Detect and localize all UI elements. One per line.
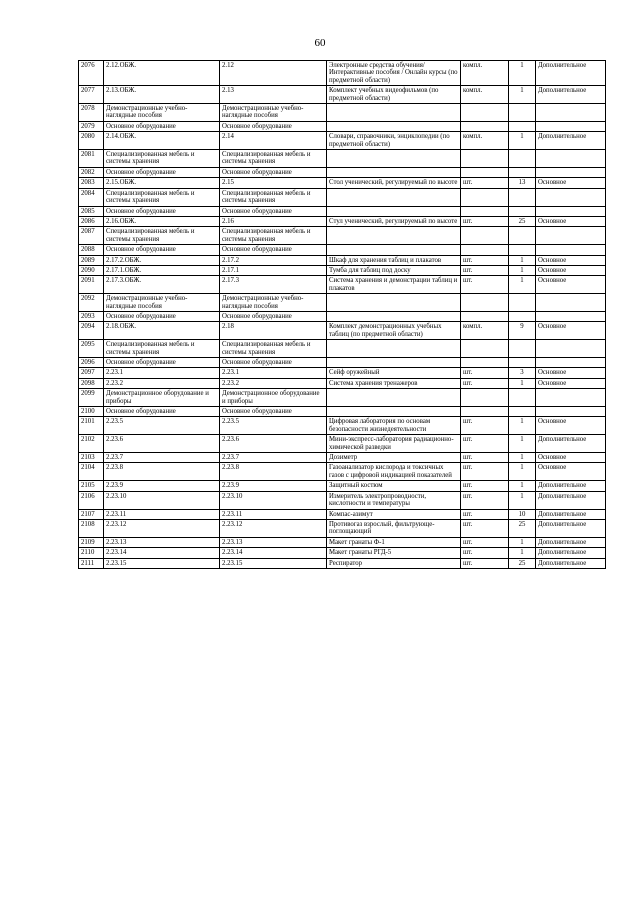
row-number-cell: 2091 bbox=[79, 276, 104, 294]
code-cell: 2.13.ОБЖ. bbox=[104, 86, 220, 104]
reference-cell: Основное оборудование bbox=[220, 245, 327, 255]
unit-cell: шт. bbox=[461, 519, 509, 537]
table-row bbox=[79, 276, 606, 294]
reference-cell: 2.23.1 bbox=[220, 368, 327, 378]
reference-cell: Демонстрационные учебно-наглядные пособия bbox=[220, 104, 327, 122]
item-name-cell: Стул ученический, регулируемый по высоте bbox=[327, 216, 461, 226]
row-number-cell: 2084 bbox=[79, 188, 104, 206]
unit-cell bbox=[461, 121, 509, 131]
reference-cell: Специализированная мебель и системы хранения bbox=[220, 150, 327, 168]
table-row bbox=[79, 86, 606, 104]
table-row bbox=[79, 255, 606, 265]
code-cell: 2.17.1.ОБЖ. bbox=[104, 265, 220, 275]
table-row bbox=[79, 311, 606, 321]
quantity-cell: 25 bbox=[509, 216, 536, 226]
table-row bbox=[79, 548, 606, 558]
equipment-type-cell: Основное bbox=[536, 463, 606, 481]
quantity-cell bbox=[509, 340, 536, 358]
equipment-table bbox=[78, 60, 606, 569]
equipment-type-cell: Дополнительное bbox=[536, 132, 606, 150]
equipment-type-cell: Основное bbox=[536, 378, 606, 388]
row-number-cell: 2099 bbox=[79, 389, 104, 407]
quantity-cell: 1 bbox=[509, 378, 536, 388]
row-number-cell: 2104 bbox=[79, 463, 104, 481]
code-cell: 2.17.3.ОБЖ. bbox=[104, 276, 220, 294]
reference-cell: 2.23.6 bbox=[220, 435, 327, 453]
unit-cell bbox=[461, 150, 509, 168]
equipment-type-cell: Основное bbox=[536, 368, 606, 378]
reference-cell: 2.23.8 bbox=[220, 463, 327, 481]
reference-cell: 2.14 bbox=[220, 132, 327, 150]
code-cell: 2.23.7 bbox=[104, 453, 220, 463]
quantity-cell bbox=[509, 245, 536, 255]
row-number-cell: 2101 bbox=[79, 417, 104, 435]
equipment-type-cell bbox=[536, 407, 606, 417]
reference-cell: 2.23.14 bbox=[220, 548, 327, 558]
quantity-cell bbox=[509, 227, 536, 245]
equipment-type-cell: Дополнительное bbox=[536, 558, 606, 568]
quantity-cell: 25 bbox=[509, 558, 536, 568]
reference-cell: 2.17.3 bbox=[220, 276, 327, 294]
equipment-type-cell bbox=[536, 389, 606, 407]
item-name-cell: Система хранения тренажеров bbox=[327, 378, 461, 388]
unit-cell: шт. bbox=[461, 509, 509, 519]
code-cell: 2.23.13 bbox=[104, 537, 220, 547]
table-row bbox=[79, 378, 606, 388]
equipment-type-cell: Основное bbox=[536, 276, 606, 294]
row-number-cell: 2107 bbox=[79, 509, 104, 519]
table-row bbox=[79, 61, 606, 86]
reference-cell: 2.17.2 bbox=[220, 255, 327, 265]
item-name-cell: Электронные средства обучения/Интерактивные пособия / Онлайн курсы (по предметной области) bbox=[327, 61, 461, 86]
item-name-cell: Респиратор bbox=[327, 558, 461, 568]
table-row bbox=[79, 463, 606, 481]
quantity-cell: 1 bbox=[509, 435, 536, 453]
table-row bbox=[79, 368, 606, 378]
item-name-cell: Макет гранаты РГД-5 bbox=[327, 548, 461, 558]
quantity-cell: 1 bbox=[509, 463, 536, 481]
quantity-cell: 1 bbox=[509, 132, 536, 150]
equipment-type-cell bbox=[536, 167, 606, 177]
row-number-cell: 2111 bbox=[79, 558, 104, 568]
reference-cell: Основное оборудование bbox=[220, 121, 327, 131]
equipment-type-cell bbox=[536, 245, 606, 255]
quantity-cell: 13 bbox=[509, 178, 536, 188]
row-number-cell: 2089 bbox=[79, 255, 104, 265]
reference-cell: Основное оборудование bbox=[220, 206, 327, 216]
row-number-cell: 2105 bbox=[79, 481, 104, 491]
table-row bbox=[79, 481, 606, 491]
reference-cell: Демонстрационное оборудование и приборы bbox=[220, 389, 327, 407]
table-row bbox=[79, 322, 606, 340]
equipment-type-cell: Основное bbox=[536, 417, 606, 435]
code-cell: 2.23.14 bbox=[104, 548, 220, 558]
row-number-cell: 2096 bbox=[79, 358, 104, 368]
code-cell: 2.18.ОБЖ. bbox=[104, 322, 220, 340]
reference-cell: 2.23.9 bbox=[220, 481, 327, 491]
table-row bbox=[79, 537, 606, 547]
code-cell: 2.23.12 bbox=[104, 519, 220, 537]
unit-cell: шт. bbox=[461, 265, 509, 275]
reference-cell: 2.23.2 bbox=[220, 378, 327, 388]
code-cell: Основное оборудование bbox=[104, 311, 220, 321]
item-name-cell: Макет гранаты Ф-1 bbox=[327, 537, 461, 547]
code-cell: Демонстрационные учебно-наглядные пособия bbox=[104, 104, 220, 122]
quantity-cell bbox=[509, 294, 536, 312]
reference-cell: 2.16 bbox=[220, 216, 327, 226]
quantity-cell bbox=[509, 104, 536, 122]
equipment-type-cell bbox=[536, 227, 606, 245]
table-row bbox=[79, 206, 606, 216]
item-name-cell: Компас-азимут bbox=[327, 509, 461, 519]
table-row bbox=[79, 150, 606, 168]
unit-cell: компл. bbox=[461, 132, 509, 150]
item-name-cell bbox=[327, 121, 461, 131]
equipment-type-cell bbox=[536, 358, 606, 368]
unit-cell: шт. bbox=[461, 463, 509, 481]
row-number-cell: 2109 bbox=[79, 537, 104, 547]
table-row bbox=[79, 389, 606, 407]
equipment-type-cell: Дополнительное bbox=[536, 491, 606, 509]
item-name-cell: Сейф оружейный bbox=[327, 368, 461, 378]
reference-cell: Специализированная мебель и системы хранения bbox=[220, 227, 327, 245]
reference-cell: Основное оборудование bbox=[220, 167, 327, 177]
quantity-cell bbox=[509, 121, 536, 131]
code-cell: Основное оборудование bbox=[104, 206, 220, 216]
code-cell: 2.17.2.ОБЖ. bbox=[104, 255, 220, 265]
quantity-cell bbox=[509, 311, 536, 321]
unit-cell: шт. bbox=[461, 481, 509, 491]
code-cell: Специализированная мебель и системы хранения bbox=[104, 227, 220, 245]
reference-cell: 2.23.7 bbox=[220, 453, 327, 463]
equipment-type-cell bbox=[536, 104, 606, 122]
unit-cell: компл. bbox=[461, 86, 509, 104]
unit-cell: шт. bbox=[461, 178, 509, 188]
unit-cell bbox=[461, 389, 509, 407]
table-row bbox=[79, 245, 606, 255]
unit-cell bbox=[461, 167, 509, 177]
quantity-cell: 10 bbox=[509, 509, 536, 519]
item-name-cell bbox=[327, 150, 461, 168]
unit-cell: шт. bbox=[461, 378, 509, 388]
reference-cell: 2.23.13 bbox=[220, 537, 327, 547]
table-row bbox=[79, 453, 606, 463]
quantity-cell bbox=[509, 167, 536, 177]
item-name-cell: Шкаф для хранения таблиц и плакатов bbox=[327, 255, 461, 265]
table-row bbox=[79, 265, 606, 275]
unit-cell: шт. bbox=[461, 255, 509, 265]
code-cell: Основное оборудование bbox=[104, 245, 220, 255]
unit-cell bbox=[461, 358, 509, 368]
item-name-cell bbox=[327, 311, 461, 321]
row-number-cell: 2088 bbox=[79, 245, 104, 255]
quantity-cell: 1 bbox=[509, 453, 536, 463]
table-row bbox=[79, 491, 606, 509]
reference-cell: 2.23.12 bbox=[220, 519, 327, 537]
table-row bbox=[79, 167, 606, 177]
reference-cell: 2.23.15 bbox=[220, 558, 327, 568]
reference-cell: 2.15 bbox=[220, 178, 327, 188]
row-number-cell: 2078 bbox=[79, 104, 104, 122]
row-number-cell: 2106 bbox=[79, 491, 104, 509]
code-cell: Основное оборудование bbox=[104, 167, 220, 177]
item-name-cell: Тумба для таблиц под доску bbox=[327, 265, 461, 275]
item-name-cell: Цифровая лаборатория по основам безопасности жизнедеятельности bbox=[327, 417, 461, 435]
unit-cell: шт. bbox=[461, 368, 509, 378]
unit-cell: компл. bbox=[461, 61, 509, 86]
code-cell: 2.12.ОБЖ. bbox=[104, 61, 220, 86]
equipment-type-cell: Основное bbox=[536, 255, 606, 265]
row-number-cell: 2076 bbox=[79, 61, 104, 86]
code-cell: 2.23.9 bbox=[104, 481, 220, 491]
unit-cell bbox=[461, 311, 509, 321]
row-number-cell: 2082 bbox=[79, 167, 104, 177]
table-row bbox=[79, 407, 606, 417]
unit-cell bbox=[461, 104, 509, 122]
equipment-type-cell bbox=[536, 206, 606, 216]
unit-cell: шт. bbox=[461, 417, 509, 435]
item-name-cell: Дозиметр bbox=[327, 453, 461, 463]
item-name-cell bbox=[327, 188, 461, 206]
item-name-cell: Стол ученический, регулируемый по высоте bbox=[327, 178, 461, 188]
unit-cell bbox=[461, 206, 509, 216]
row-number-cell: 2102 bbox=[79, 435, 104, 453]
item-name-cell bbox=[327, 340, 461, 358]
equipment-type-cell: Дополнительное bbox=[536, 435, 606, 453]
row-number-cell: 2092 bbox=[79, 294, 104, 312]
quantity-cell: 1 bbox=[509, 61, 536, 86]
table-row bbox=[79, 340, 606, 358]
equipment-type-cell: Дополнительное bbox=[536, 61, 606, 86]
row-number-cell: 2081 bbox=[79, 150, 104, 168]
item-name-cell: Комплект демонстрационных учебных таблиц (по предметной области) bbox=[327, 322, 461, 340]
quantity-cell bbox=[509, 150, 536, 168]
item-name-cell bbox=[327, 104, 461, 122]
quantity-cell: 3 bbox=[509, 368, 536, 378]
equipment-type-cell bbox=[536, 188, 606, 206]
code-cell: Основное оборудование bbox=[104, 121, 220, 131]
equipment-type-cell: Основное bbox=[536, 216, 606, 226]
quantity-cell: 9 bbox=[509, 322, 536, 340]
table-row bbox=[79, 178, 606, 188]
item-name-cell bbox=[327, 294, 461, 312]
equipment-type-cell: Основное bbox=[536, 265, 606, 275]
unit-cell: шт. bbox=[461, 216, 509, 226]
code-cell: 2.23.15 bbox=[104, 558, 220, 568]
item-name-cell: Измеритель электропроводности, кислотности и температуры bbox=[327, 491, 461, 509]
quantity-cell: 1 bbox=[509, 417, 536, 435]
item-name-cell: Газоанализатор кислорода и токсичных газов с цифровой индикацией показателей bbox=[327, 463, 461, 481]
reference-cell: 2.23.5 bbox=[220, 417, 327, 435]
item-name-cell: Противогаз взрослый, фильтрующе-поглощающий bbox=[327, 519, 461, 537]
equipment-type-cell bbox=[536, 311, 606, 321]
quantity-cell: 1 bbox=[509, 537, 536, 547]
equipment-type-cell: Дополнительное bbox=[536, 86, 606, 104]
reference-cell: Основное оборудование bbox=[220, 358, 327, 368]
reference-cell: Основное оборудование bbox=[220, 407, 327, 417]
row-number-cell: 2098 bbox=[79, 378, 104, 388]
row-number-cell: 2103 bbox=[79, 453, 104, 463]
quantity-cell: 1 bbox=[509, 255, 536, 265]
row-number-cell: 2094 bbox=[79, 322, 104, 340]
code-cell: Основное оборудование bbox=[104, 407, 220, 417]
row-number-cell: 2085 bbox=[79, 206, 104, 216]
table-row bbox=[79, 417, 606, 435]
reference-cell: Основное оборудование bbox=[220, 311, 327, 321]
code-cell: Основное оборудование bbox=[104, 358, 220, 368]
table-row bbox=[79, 294, 606, 312]
reference-cell: 2.18 bbox=[220, 322, 327, 340]
code-cell: 2.23.10 bbox=[104, 491, 220, 509]
unit-cell bbox=[461, 340, 509, 358]
reference-cell: 2.23.11 bbox=[220, 509, 327, 519]
quantity-cell bbox=[509, 188, 536, 206]
unit-cell: шт. bbox=[461, 491, 509, 509]
code-cell: 2.16.ОБЖ. bbox=[104, 216, 220, 226]
row-number-cell: 2086 bbox=[79, 216, 104, 226]
equipment-type-cell bbox=[536, 294, 606, 312]
quantity-cell: 1 bbox=[509, 86, 536, 104]
row-number-cell: 2100 bbox=[79, 407, 104, 417]
unit-cell bbox=[461, 227, 509, 245]
reference-cell: 2.12 bbox=[220, 61, 327, 86]
reference-cell: 2.23.10 bbox=[220, 491, 327, 509]
quantity-cell: 1 bbox=[509, 548, 536, 558]
item-name-cell bbox=[327, 227, 461, 245]
table-row bbox=[79, 227, 606, 245]
unit-cell: шт. bbox=[461, 537, 509, 547]
reference-cell: 2.17.1 bbox=[220, 265, 327, 275]
code-cell: Демонстрационное оборудование и приборы bbox=[104, 389, 220, 407]
equipment-type-cell: Основное bbox=[536, 178, 606, 188]
unit-cell: шт. bbox=[461, 558, 509, 568]
table-row bbox=[79, 435, 606, 453]
row-number-cell: 2095 bbox=[79, 340, 104, 358]
table-row bbox=[79, 216, 606, 226]
table-row bbox=[79, 188, 606, 206]
page-number: 60 bbox=[314, 37, 326, 49]
quantity-cell bbox=[509, 206, 536, 216]
unit-cell bbox=[461, 294, 509, 312]
item-name-cell bbox=[327, 167, 461, 177]
table-row bbox=[79, 519, 606, 537]
quantity-cell: 1 bbox=[509, 481, 536, 491]
code-cell: 2.23.6 bbox=[104, 435, 220, 453]
row-number-cell: 2083 bbox=[79, 178, 104, 188]
code-cell: 2.14.ОБЖ. bbox=[104, 132, 220, 150]
code-cell: Демонстрационные учебно-наглядные пособия bbox=[104, 294, 220, 312]
item-name-cell: Мини-экспресс-лаборатория радиационно-химической разведки bbox=[327, 435, 461, 453]
code-cell: 2.23.2 bbox=[104, 378, 220, 388]
reference-cell: Специализированная мебель и системы хранения bbox=[220, 188, 327, 206]
table-row bbox=[79, 558, 606, 568]
quantity-cell bbox=[509, 389, 536, 407]
row-number-cell: 2110 bbox=[79, 548, 104, 558]
code-cell: 2.23.5 bbox=[104, 417, 220, 435]
unit-cell: шт. bbox=[461, 453, 509, 463]
unit-cell bbox=[461, 407, 509, 417]
table-row bbox=[79, 132, 606, 150]
row-number-cell: 2097 bbox=[79, 368, 104, 378]
equipment-type-cell: Основное bbox=[536, 322, 606, 340]
reference-cell: Демонстрационные учебно-наглядные пособия bbox=[220, 294, 327, 312]
item-name-cell: Комплект учебных видеофильмов (по предметной области) bbox=[327, 86, 461, 104]
item-name-cell bbox=[327, 245, 461, 255]
row-number-cell: 2108 bbox=[79, 519, 104, 537]
code-cell: Специализированная мебель и системы хранения bbox=[104, 188, 220, 206]
equipment-type-cell bbox=[536, 340, 606, 358]
equipment-type-cell: Дополнительное bbox=[536, 519, 606, 537]
code-cell: Специализированная мебель и системы хранения bbox=[104, 340, 220, 358]
equipment-type-cell bbox=[536, 150, 606, 168]
row-number-cell: 2080 bbox=[79, 132, 104, 150]
unit-cell: шт. bbox=[461, 276, 509, 294]
table-body bbox=[79, 61, 606, 569]
equipment-type-cell bbox=[536, 121, 606, 131]
unit-cell bbox=[461, 188, 509, 206]
equipment-type-cell: Основное bbox=[536, 453, 606, 463]
table-row bbox=[79, 509, 606, 519]
item-name-cell bbox=[327, 407, 461, 417]
equipment-type-cell: Дополнительное bbox=[536, 537, 606, 547]
unit-cell bbox=[461, 245, 509, 255]
code-cell: 2.23.8 bbox=[104, 463, 220, 481]
quantity-cell: 25 bbox=[509, 519, 536, 537]
code-cell: Специализированная мебель и системы хранения bbox=[104, 150, 220, 168]
quantity-cell: 1 bbox=[509, 265, 536, 275]
code-cell: 2.15.ОБЖ. bbox=[104, 178, 220, 188]
item-name-cell: Защитный костюм bbox=[327, 481, 461, 491]
equipment-type-cell: Дополнительное bbox=[536, 548, 606, 558]
table-row bbox=[79, 358, 606, 368]
row-number-cell: 2077 bbox=[79, 86, 104, 104]
item-name-cell: Система хранения и демонстрации таблиц и плакатов bbox=[327, 276, 461, 294]
equipment-type-cell: Дополнительное bbox=[536, 509, 606, 519]
unit-cell: компл. bbox=[461, 322, 509, 340]
quantity-cell bbox=[509, 358, 536, 368]
quantity-cell bbox=[509, 407, 536, 417]
reference-cell: 2.13 bbox=[220, 86, 327, 104]
table-row bbox=[79, 104, 606, 122]
row-number-cell: 2087 bbox=[79, 227, 104, 245]
item-name-cell bbox=[327, 389, 461, 407]
quantity-cell: 1 bbox=[509, 491, 536, 509]
code-cell: 2.23.1 bbox=[104, 368, 220, 378]
reference-cell: Специализированная мебель и системы хранения bbox=[220, 340, 327, 358]
item-name-cell bbox=[327, 206, 461, 216]
row-number-cell: 2079 bbox=[79, 121, 104, 131]
row-number-cell: 2093 bbox=[79, 311, 104, 321]
table-row bbox=[79, 121, 606, 131]
equipment-type-cell: Дополнительное bbox=[536, 481, 606, 491]
item-name-cell bbox=[327, 358, 461, 368]
quantity-cell: 1 bbox=[509, 276, 536, 294]
unit-cell: шт. bbox=[461, 548, 509, 558]
code-cell: 2.23.11 bbox=[104, 509, 220, 519]
item-name-cell: Словари, справочники, энциклопедии (по предметной области) bbox=[327, 132, 461, 150]
unit-cell: шт. bbox=[461, 435, 509, 453]
row-number-cell: 2090 bbox=[79, 265, 104, 275]
